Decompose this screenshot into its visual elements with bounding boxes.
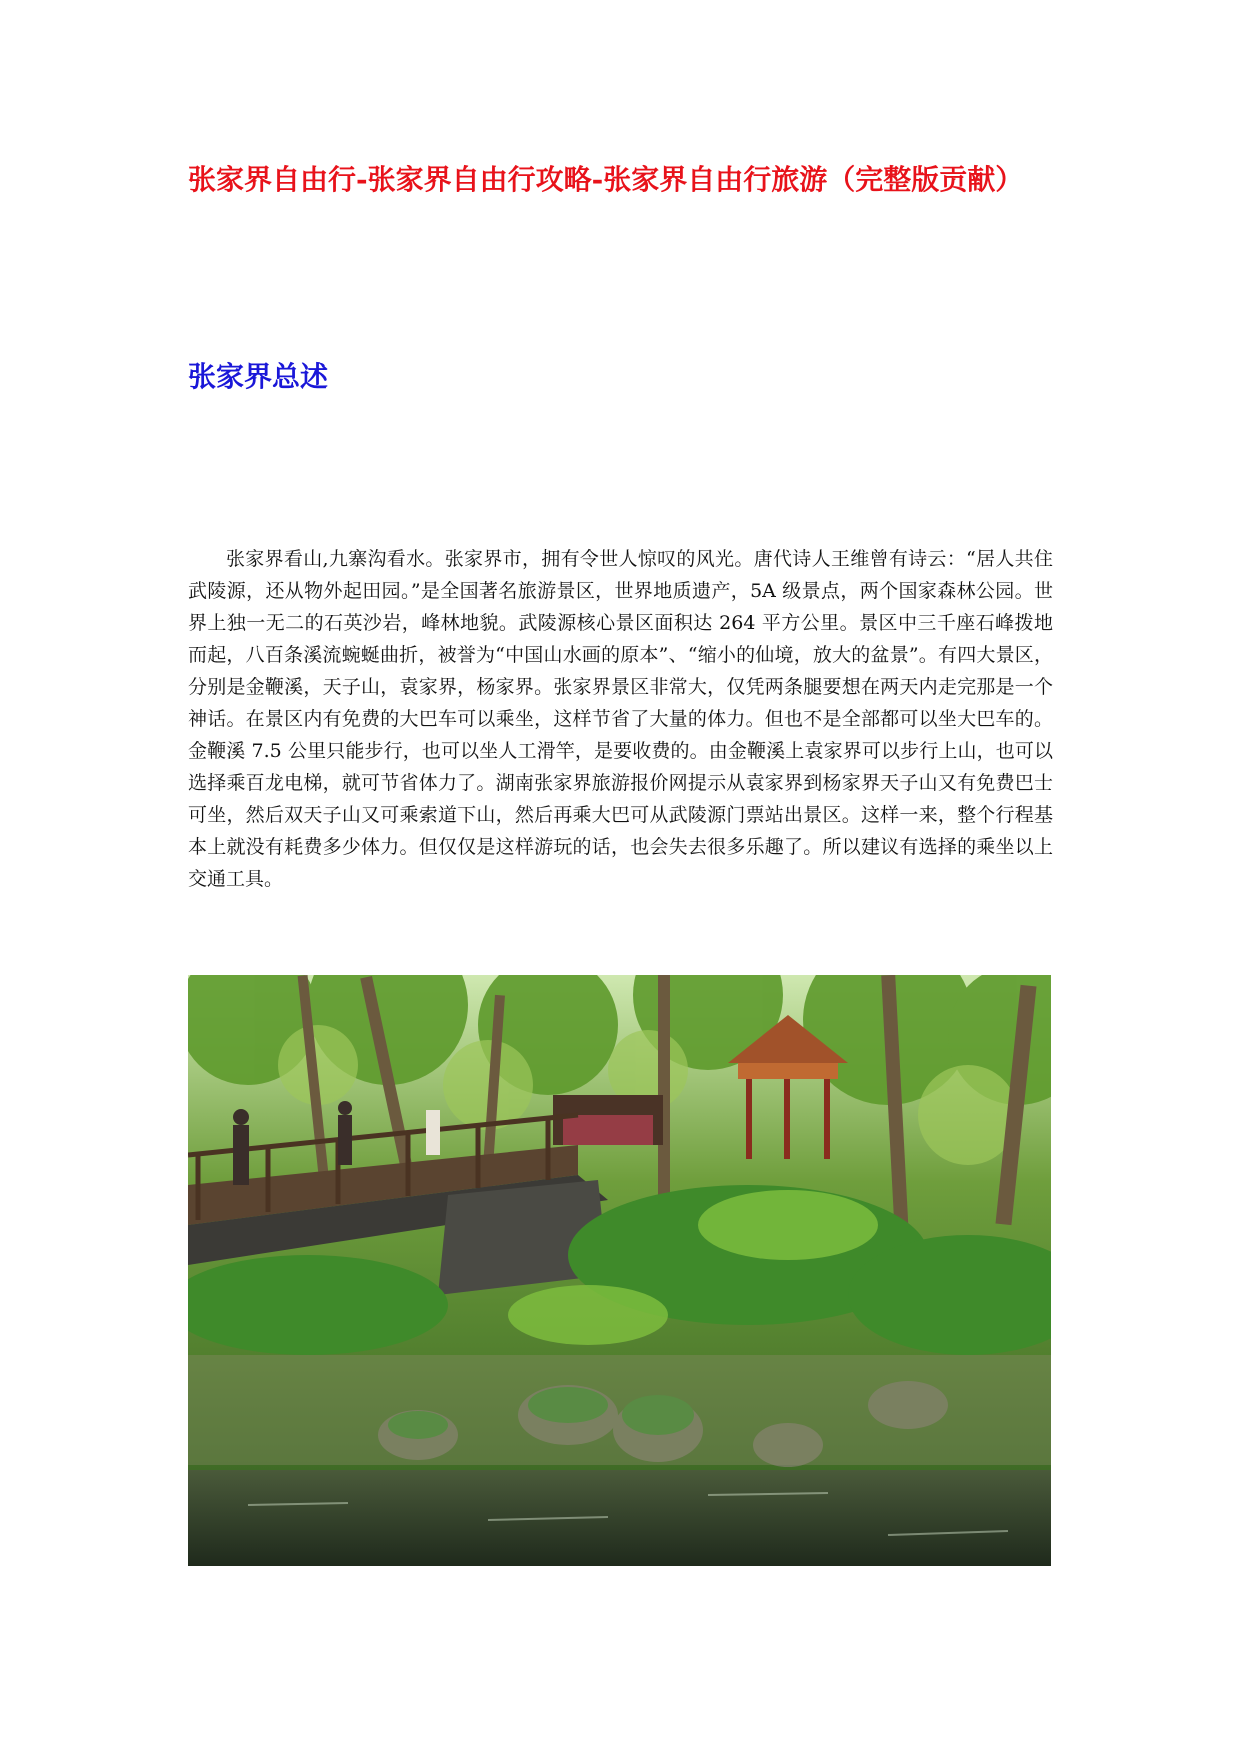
body-paragraph: 张家界看山,九寨沟看水。张家界市，拥有令世人惊叹的风光。唐代诗人王维曾有诗云：“居人共住武陵源，还从物外起田园。”是全国著名旅游景区，世界地质遗产，5A 级景点，两个国家森林公园。世界上独一无二的石英沙岩，峰林地貌。武陵源核心景区面积达 264 平方公里。景区中三千座石峰拨地而起，八百条溪流蜿蜒曲折，被誉为“中国山水画的原本”、“缩小的仙境，放大的盆景”。有四大景区，分别是金鞭溪，天子山，袁家界，杨家界。张家界景区非常大，仅凭两条腿要想在两天内走完那是一个神话。在景区内有免费的大巴车可以乘坐，这样节省了大量的体力。但也不是全部都可以坐大巴车的。金鞭溪 7.5 公里只能步行，也可以坐人工滑竿，是要收费的。由金鞭溪上袁家界可以步行上山，也可以选择乘百龙电梯，就可节省体力了。湖南张家界旅游报价网提示从袁家界到杨家界天子山又有免费巴士可坐，然后双天子山又可乘索道下山，然后再乘大巴可从武陵源门票站出景区。这样一来，整个行程基本上就没有耗费多少体力。但仅仅是这样游玩的话，也会失去很多乐趣了。所以建议有选择的乘坐以上交通工具。 [188, 548, 1053, 890]
document-title: 张家界自由行-张家界自由行攻略-张家界自由行旅游（完整版贡献） [188, 163, 1024, 196]
scenery-photo [188, 975, 1051, 1566]
section-heading: 张家界总述 [188, 360, 329, 393]
